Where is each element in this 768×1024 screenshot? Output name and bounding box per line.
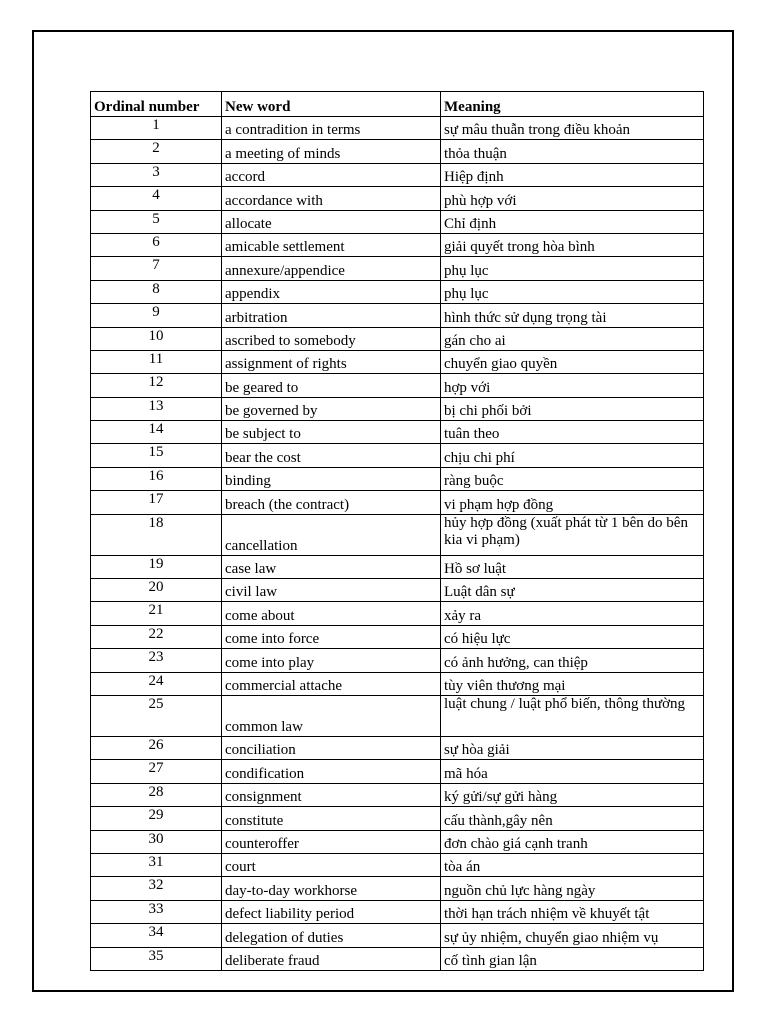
ordinal-cell: 11 [91, 350, 222, 373]
table-row [91, 625, 704, 648]
new-word-cell: counteroffer [222, 830, 441, 853]
new-word-cell: bear the cost [222, 444, 441, 467]
ordinal-cell: 22 [91, 625, 222, 648]
meaning-cell: sự mâu thuẫn trong điều khoản [441, 117, 704, 140]
new-word-cell: come into force [222, 625, 441, 648]
meaning-cell: tùy viên thương mại [441, 672, 704, 695]
new-word-cell: be geared to [222, 374, 441, 397]
new-word-cell: ascribed to somebody [222, 327, 441, 350]
table-row [91, 163, 704, 186]
table-row [91, 736, 704, 759]
meaning-cell: phụ lục [441, 257, 704, 280]
meaning-cell: tuân theo [441, 421, 704, 444]
table-row [91, 233, 704, 256]
meaning-cell: hủy hợp đồng (xuất phát từ 1 bên do bên kia vi phạm) [441, 514, 704, 555]
ordinal-cell: 29 [91, 807, 222, 830]
ordinal-cell: 20 [91, 579, 222, 602]
new-word-cell: accord [222, 163, 441, 186]
new-word-cell: a contradition in terms [222, 117, 441, 140]
table-row [91, 672, 704, 695]
meaning-cell: chịu chi phí [441, 444, 704, 467]
meaning-cell: luật chung / luật phổ biến, thông thường [441, 695, 704, 736]
ordinal-cell: 10 [91, 327, 222, 350]
new-word-cell: assignment of rights [222, 350, 441, 373]
new-word-cell: constitute [222, 807, 441, 830]
ordinal-cell: 1 [91, 117, 222, 140]
ordinal-cell: 4 [91, 187, 222, 210]
ordinal-cell: 5 [91, 210, 222, 233]
meaning-cell: xảy ra [441, 602, 704, 625]
meaning-cell: Hồ sơ luật [441, 555, 704, 578]
new-word-cell: common law [222, 695, 441, 736]
new-word-cell: allocate [222, 210, 441, 233]
ordinal-cell: 27 [91, 760, 222, 783]
meaning-cell: nguồn chủ lực hàng ngày [441, 877, 704, 900]
ordinal-cell: 21 [91, 602, 222, 625]
table-row [91, 579, 704, 602]
new-word-cell: arbitration [222, 304, 441, 327]
table-row [91, 924, 704, 947]
meaning-cell: thỏa thuận [441, 140, 704, 163]
new-word-cell: appendix [222, 280, 441, 303]
ordinal-cell: 17 [91, 491, 222, 514]
new-word-cell: come into play [222, 649, 441, 672]
meaning-cell: thời hạn trách nhiệm về khuyết tật [441, 900, 704, 923]
ordinal-cell: 33 [91, 900, 222, 923]
new-word-cell: case law [222, 555, 441, 578]
table-row [91, 853, 704, 876]
table-row [91, 350, 704, 373]
meaning-cell: Hiệp định [441, 163, 704, 186]
new-word-cell: day-to-day workhorse [222, 877, 441, 900]
ordinal-cell: 30 [91, 830, 222, 853]
table-row [91, 760, 704, 783]
new-word-cell: delegation of duties [222, 924, 441, 947]
table-row [91, 374, 704, 397]
new-word-cell: deliberate fraud [222, 947, 441, 970]
table-row [91, 602, 704, 625]
ordinal-cell: 9 [91, 304, 222, 327]
table-row [91, 397, 704, 420]
ordinal-cell: 35 [91, 947, 222, 970]
ordinal-cell: 18 [91, 514, 222, 555]
new-word-cell: breach (the contract) [222, 491, 441, 514]
meaning-cell: mã hóa [441, 760, 704, 783]
table-row [91, 304, 704, 327]
table-row [91, 491, 704, 514]
table-row [91, 514, 704, 555]
ordinal-cell: 8 [91, 280, 222, 303]
table-row [91, 187, 704, 210]
ordinal-cell: 28 [91, 783, 222, 806]
table-row [91, 900, 704, 923]
meaning-cell: giải quyết trong hòa bình [441, 233, 704, 256]
vocabulary-table [90, 91, 704, 971]
new-word-cell: defect liability period [222, 900, 441, 923]
meaning-cell: chuyển giao quyền [441, 350, 704, 373]
ordinal-cell: 23 [91, 649, 222, 672]
new-word-cell: conciliation [222, 736, 441, 759]
new-word-cell: be governed by [222, 397, 441, 420]
meaning-cell: cấu thành,gây nên [441, 807, 704, 830]
table-row [91, 807, 704, 830]
ordinal-cell: 31 [91, 853, 222, 876]
new-word-cell: court [222, 853, 441, 876]
meaning-cell: có hiệu lực [441, 625, 704, 648]
meaning-cell: cố tình gian lận [441, 947, 704, 970]
table-row [91, 947, 704, 970]
table-row [91, 327, 704, 350]
table-row [91, 421, 704, 444]
new-word-cell: be subject to [222, 421, 441, 444]
header-ordinal: Ordinal number [91, 92, 222, 117]
meaning-cell: đơn chào giá cạnh tranh [441, 830, 704, 853]
new-word-cell: civil law [222, 579, 441, 602]
meaning-cell: sự hòa giải [441, 736, 704, 759]
ordinal-cell: 6 [91, 233, 222, 256]
new-word-cell: commercial attache [222, 672, 441, 695]
ordinal-cell: 19 [91, 555, 222, 578]
ordinal-cell: 3 [91, 163, 222, 186]
table-row [91, 210, 704, 233]
meaning-cell: Chỉ định [441, 210, 704, 233]
ordinal-cell: 32 [91, 877, 222, 900]
new-word-cell: amicable settlement [222, 233, 441, 256]
ordinal-cell: 25 [91, 695, 222, 736]
new-word-cell: consignment [222, 783, 441, 806]
new-word-cell: condification [222, 760, 441, 783]
ordinal-cell: 14 [91, 421, 222, 444]
table-row [91, 783, 704, 806]
meaning-cell: hợp với [441, 374, 704, 397]
table-row [91, 877, 704, 900]
meaning-cell: phụ lục [441, 280, 704, 303]
meaning-cell: ký gửi/sự gửi hàng [441, 783, 704, 806]
meaning-cell: phù hợp với [441, 187, 704, 210]
meaning-cell: bị chi phối bởi [441, 397, 704, 420]
table-row [91, 555, 704, 578]
ordinal-cell: 26 [91, 736, 222, 759]
ordinal-cell: 34 [91, 924, 222, 947]
meaning-cell: hình thức sử dụng trọng tài [441, 304, 704, 327]
header-meaning: Meaning [441, 92, 704, 117]
table-row [91, 830, 704, 853]
ordinal-cell: 7 [91, 257, 222, 280]
table-row [91, 117, 704, 140]
meaning-cell: có ảnh hưởng, can thiệp [441, 649, 704, 672]
table-row [91, 280, 704, 303]
meaning-cell: sự ủy nhiệm, chuyển giao nhiệm vụ [441, 924, 704, 947]
new-word-cell: accordance with [222, 187, 441, 210]
ordinal-cell: 12 [91, 374, 222, 397]
table-row [91, 257, 704, 280]
table-row [91, 444, 704, 467]
meaning-cell: Luật dân sự [441, 579, 704, 602]
ordinal-cell: 2 [91, 140, 222, 163]
table-row [91, 695, 704, 736]
meaning-cell: vi phạm hợp đồng [441, 491, 704, 514]
meaning-cell: gán cho ai [441, 327, 704, 350]
ordinal-cell: 24 [91, 672, 222, 695]
ordinal-cell: 15 [91, 444, 222, 467]
ordinal-cell: 16 [91, 467, 222, 490]
table-row [91, 649, 704, 672]
new-word-cell: binding [222, 467, 441, 490]
new-word-cell: a meeting of minds [222, 140, 441, 163]
new-word-cell: annexure/appendice [222, 257, 441, 280]
table-row [91, 140, 704, 163]
meaning-cell: ràng buộc [441, 467, 704, 490]
ordinal-cell: 13 [91, 397, 222, 420]
header-row [91, 92, 704, 117]
header-new-word: New word [222, 92, 441, 117]
new-word-cell: come about [222, 602, 441, 625]
meaning-cell: tòa án [441, 853, 704, 876]
new-word-cell: cancellation [222, 514, 441, 555]
table-row [91, 467, 704, 490]
